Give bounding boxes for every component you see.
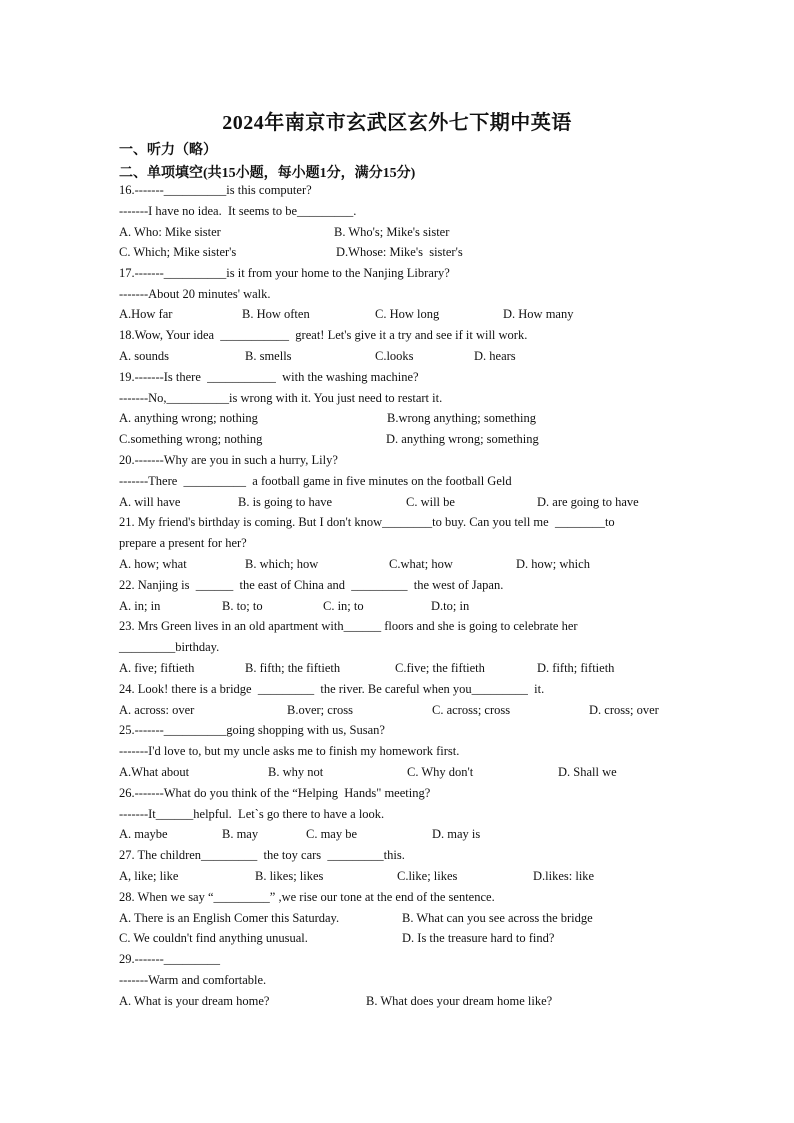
question-26-line-2: -------It______helpful. Let`s go there to have a look.	[119, 807, 385, 821]
question-19-option-d: D. anything wrong; something	[386, 432, 539, 446]
question-27-option-d: D.likes: like	[533, 869, 595, 883]
question-17-option-d: D. How many	[503, 307, 574, 321]
question-24-option-b: B.over; cross	[287, 703, 353, 717]
question-26-option-b: B. may	[222, 827, 259, 841]
question-24-option-a: A. across: over	[119, 703, 195, 717]
question-28-option-c: C. We couldn't find anything unusual.	[119, 931, 308, 945]
question-28-option-a: A. There is an English Comer this Saturday.	[119, 911, 340, 925]
question-24-line-1: 24. Look! there is a bridge _________ the river. Be careful when you_________ it.	[119, 682, 545, 696]
question-25-option-d: D. Shall we	[558, 765, 617, 779]
question-25-option-a: A.What about	[119, 765, 190, 779]
question-18-line-1: 18.Wow, Your idea ___________ great! Let's give it a try and see if it will work.	[119, 328, 528, 342]
question-17-option-c: C. How long	[375, 307, 440, 321]
question-23-option-d: D. fifth; fiftieth	[537, 661, 615, 675]
question-23-option-c: C.five; the fiftieth	[395, 661, 485, 675]
question-16-option-a: A. Who: Mike sister	[119, 225, 221, 239]
question-28-option-b: B. What can you see across the bridge	[402, 911, 593, 925]
page-title: 2024年南京市玄武区玄外七下期中英语	[222, 112, 572, 134]
question-20-option-d: D. are going to have	[537, 495, 639, 509]
question-22-option-d: D.to; in	[431, 599, 470, 613]
question-25-line-1: 25.-------__________going shopping with us, Susan?	[119, 723, 385, 737]
question-23-line-2: _________birthday.	[119, 640, 220, 654]
question-20-option-c: C. will be	[406, 495, 455, 509]
question-29-option-b: B. What does your dream home like?	[366, 994, 553, 1008]
question-16-option-b: B. Who's; Mike's sister	[334, 225, 450, 239]
question-22-option-a: A. in; in	[119, 599, 161, 613]
question-19-option-b: B.wrong anything; something	[387, 411, 536, 425]
question-17-line-1: 17.-------__________is it from your home to the Nanjing Library?	[119, 266, 450, 280]
question-19-line-2: -------No,__________is wrong with it. You just need to restart it.	[119, 391, 443, 405]
question-17-option-b: B. How often	[242, 307, 310, 321]
question-25-option-c: C. Why don't	[407, 765, 474, 779]
section-listening: 一、听力（略）	[119, 143, 217, 158]
question-20-option-b: B. is going to have	[238, 495, 333, 509]
question-28-line-1: 28. When we say “_________” ,we rise our tone at the end of the sentence.	[119, 890, 495, 904]
question-16-option-c: C. Which; Mike sister's	[119, 245, 237, 259]
question-29-option-a: A. What is your dream home?	[119, 994, 270, 1008]
question-27-option-c: C.like; likes	[397, 869, 458, 883]
question-27-option-b: B. likes; likes	[255, 869, 324, 883]
question-25-line-2: -------I'd love to, but my uncle asks me to finish my homework first.	[119, 744, 460, 758]
question-23-line-1: 23. Mrs Green lives in an old apartment with______ floors and she is going to celebrate her	[119, 619, 578, 633]
question-26-option-d: D. may is	[432, 827, 481, 841]
question-26-option-c: C. may be	[306, 827, 358, 841]
question-24-option-d: D. cross; over	[589, 703, 659, 717]
question-24-option-c: C. across; cross	[432, 703, 511, 717]
question-19-option-a: A. anything wrong; nothing	[119, 411, 258, 425]
question-26-option-a: A. maybe	[119, 827, 168, 841]
question-17-line-2: -------About 20 minutes' walk.	[119, 287, 271, 301]
question-21-option-b: B. which; how	[245, 557, 319, 571]
question-19-option-c: C.something wrong; nothing	[119, 432, 263, 446]
question-18-option-b: B. smells	[245, 349, 292, 363]
question-22-option-b: B. to; to	[222, 599, 263, 613]
question-21-option-a: A. how; what	[119, 557, 187, 571]
question-21-option-c: C.what; how	[389, 557, 453, 571]
question-18-option-a: A. sounds	[119, 349, 170, 363]
section-single-choice: 二、单项填空(共15小题，每小题1分，满分15分)	[119, 166, 416, 181]
question-18-option-d: D. hears	[474, 349, 516, 363]
question-20-line-2: -------There __________ a football game in five minutes on the football Geld	[119, 474, 512, 488]
question-29-line-2: -------Warm and comfortable.	[119, 973, 267, 987]
question-25-option-b: B. why not	[268, 765, 324, 779]
question-29-line-1: 29.-------_________	[119, 952, 221, 966]
question-28-option-d: D. Is the treasure hard to find?	[402, 931, 555, 945]
question-16-option-d: D.Whose: Mike's sister's	[336, 245, 463, 259]
question-20-line-1: 20.-------Why are you in such a hurry, Lily?	[119, 453, 338, 467]
question-18-option-c: C.looks	[375, 349, 414, 363]
question-27-line-1: 27. The children_________ the toy cars _________this.	[119, 848, 405, 862]
question-21-option-d: D. how; which	[516, 557, 590, 571]
question-23-option-b: B. fifth; the fiftieth	[245, 661, 341, 675]
question-16-line-1: 16.-------__________is this computer?	[119, 183, 312, 197]
question-21-line-1: 21. My friend's birthday is coming. But I don't know________to buy. Can you tell me ________to	[119, 515, 615, 529]
question-22-line-1: 22. Nanjing is ______ the east of China and _________ the west of Japan.	[119, 578, 504, 592]
question-22-option-c: C. in; to	[323, 599, 364, 613]
question-19-line-1: 19.-------Is there ___________ with the washing machine?	[119, 370, 419, 384]
question-27-option-a: A, like; like	[119, 869, 179, 883]
question-17-option-a: A.How far	[119, 307, 173, 321]
question-20-option-a: A. will have	[119, 495, 181, 509]
question-26-line-1: 26.-------What do you think of the “Helping Hands" meeting?	[119, 786, 431, 800]
question-16-line-2: -------I have no idea. It seems to be_________.	[119, 204, 357, 218]
question-23-option-a: A. five; fiftieth	[119, 661, 195, 675]
question-21-line-2: prepare a present for her?	[119, 536, 247, 550]
